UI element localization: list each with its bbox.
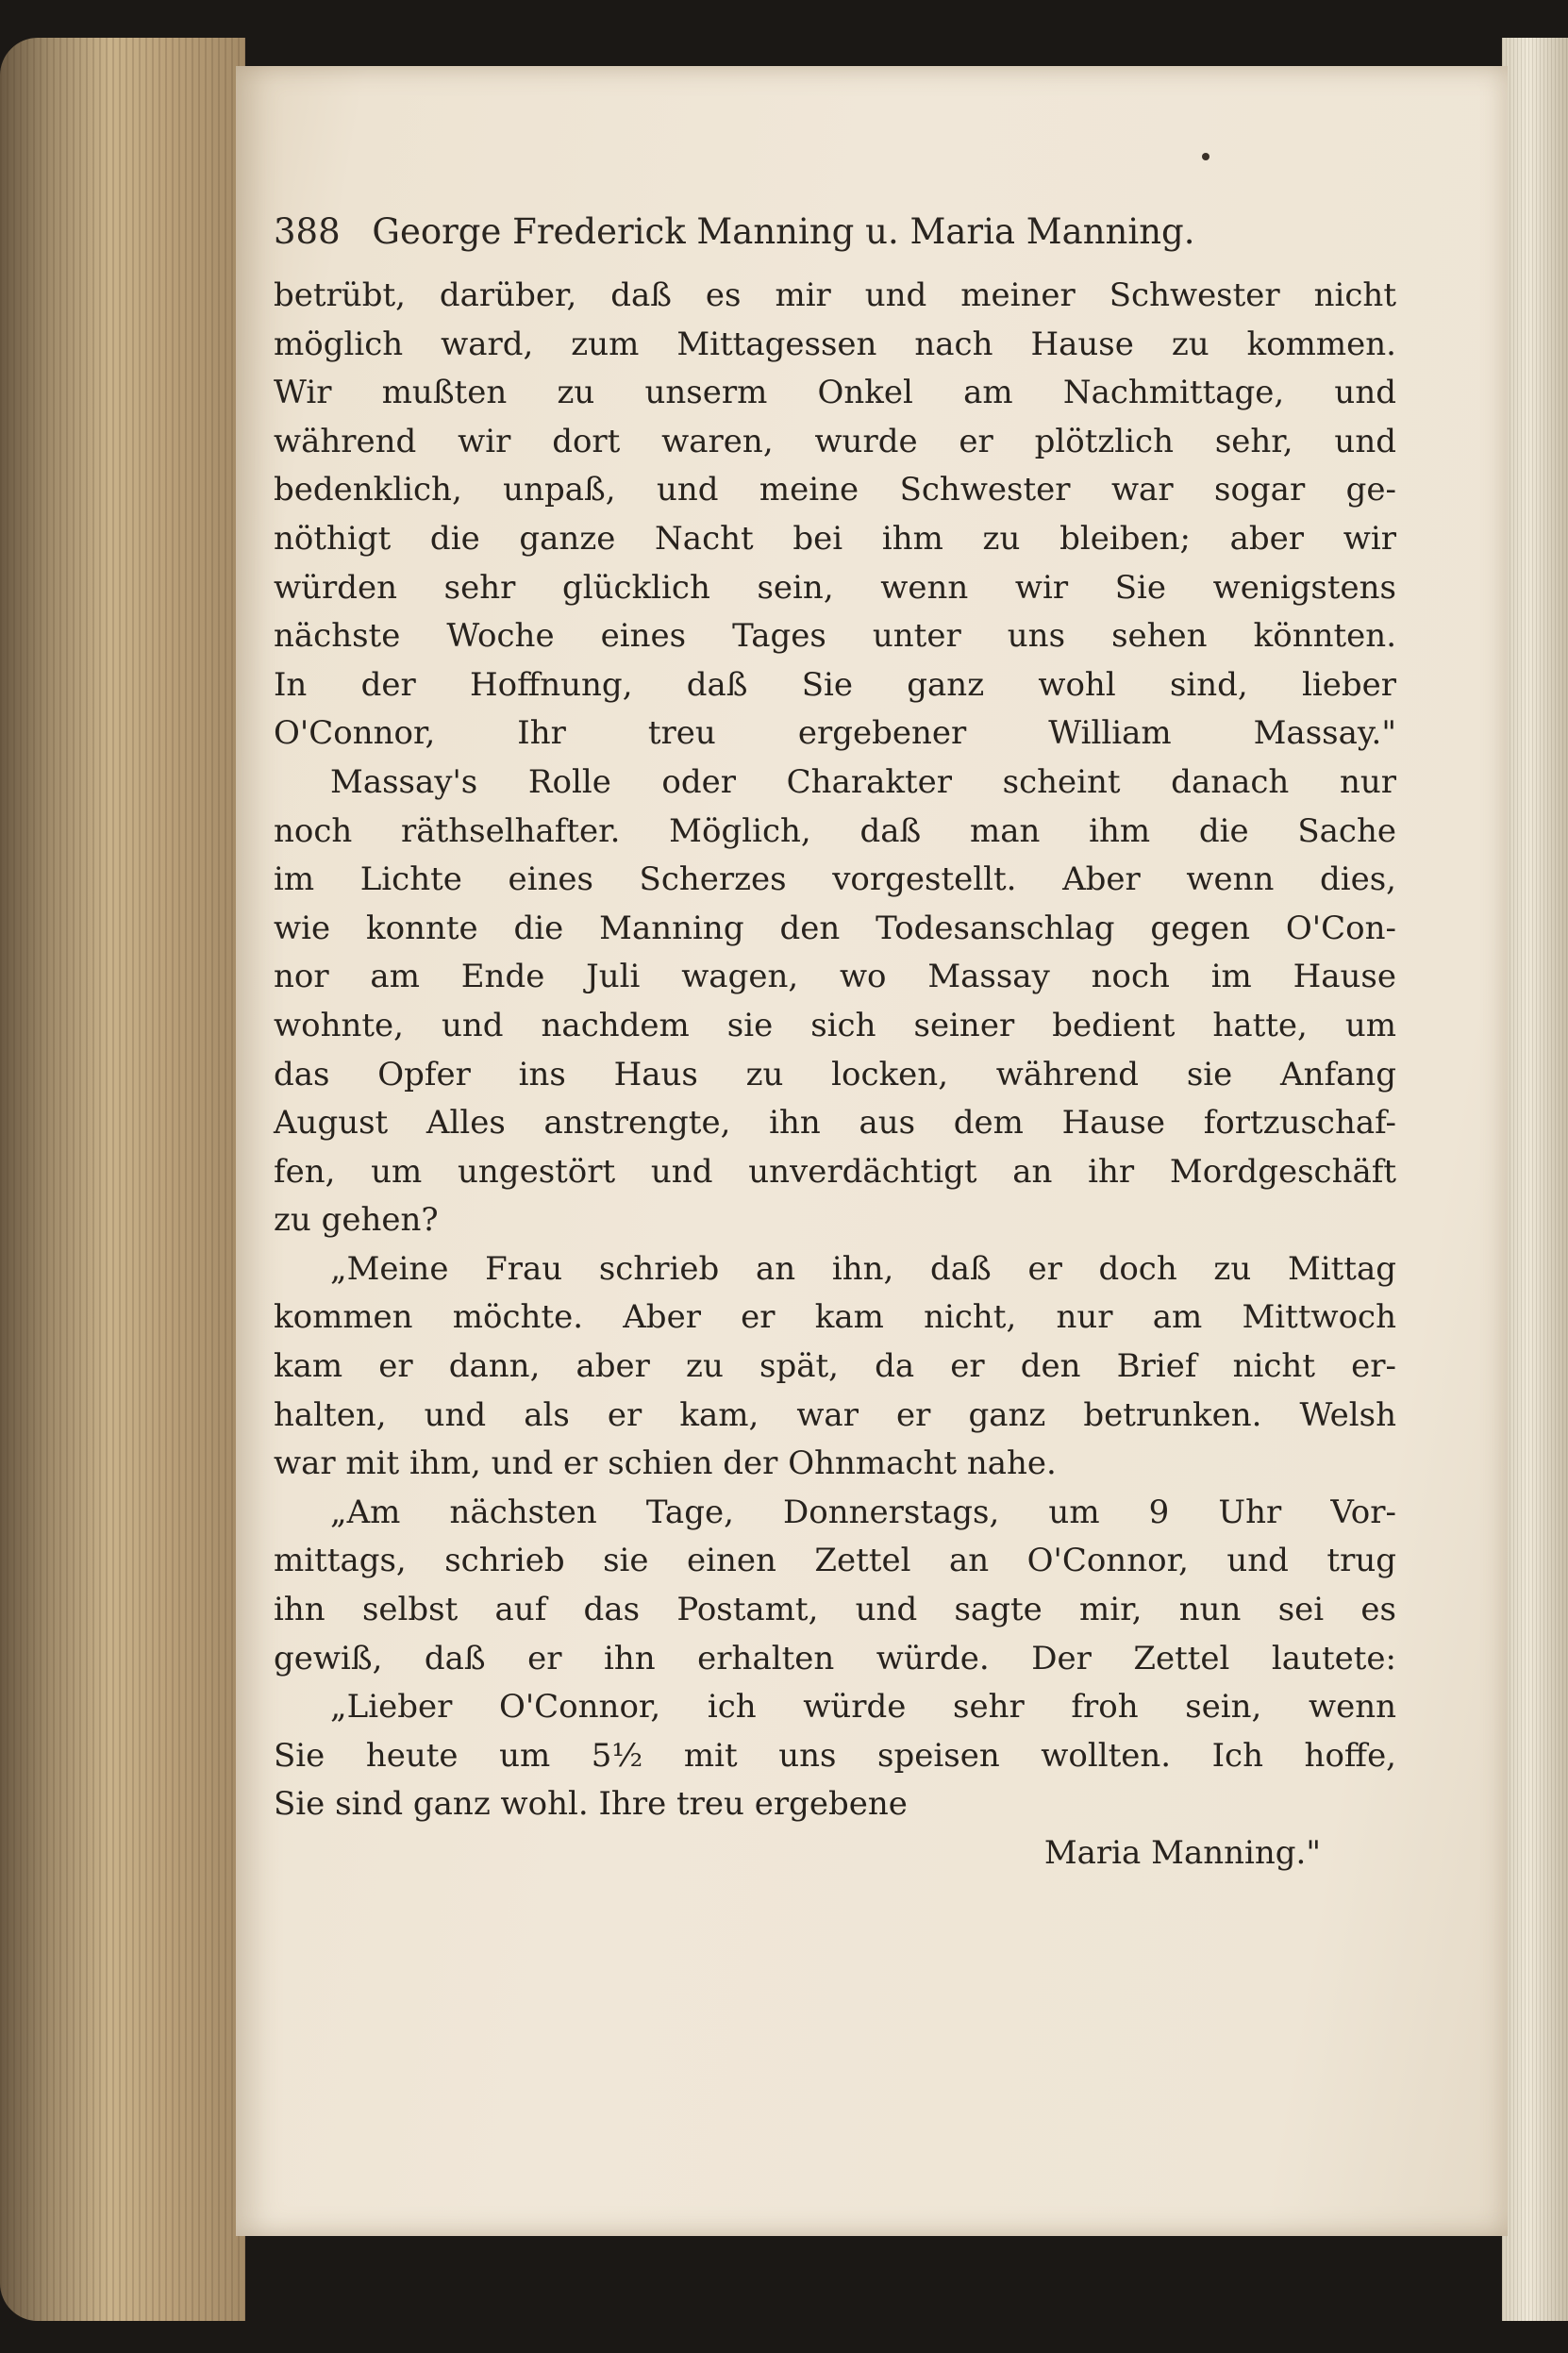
- page-block-right-edge: [1502, 38, 1568, 2321]
- text-line: August Alles anstrengte, ihn aus dem Hause fortzuschaf-: [274, 1104, 1396, 1143]
- body-text: [274, 272, 1396, 1878]
- running-title: George Frederick Manning u. Maria Manning.: [372, 211, 1195, 252]
- text-line: möglich ward, zum Mittagessen nach Hause zu kommen.: [274, 325, 1396, 363]
- page-number: 388: [274, 211, 341, 252]
- signature-line: Maria Manning.": [1043, 1834, 1321, 1872]
- text-line: Wir mußten zu unserm Onkel am Nachmittage, und: [274, 374, 1396, 412]
- text-line: Sie sind ganz wohl. Ihre treu ergebene: [274, 1785, 908, 1824]
- text-line: wie konnte die Manning den Todesanschlag gegen O'Con-: [274, 909, 1396, 947]
- text-line: wohnte, und nachdem sie sich seiner bedient hatte, um: [274, 1006, 1396, 1044]
- text-line: gewiß, daß er ihn erhalten würde. Der Zettel lautete:: [274, 1639, 1396, 1677]
- text-line: „Meine Frau schrieb an ihn, daß er doch zu Mittag: [330, 1249, 1396, 1288]
- text-line: halten, und als er kam, war er ganz betrunken. Welsh: [274, 1395, 1396, 1434]
- text-line: In der Hoffnung, daß Sie ganz wohl sind, lieber: [274, 665, 1396, 704]
- text-line: kommen möchte. Aber er kam nicht, nur am Mittwoch: [274, 1298, 1396, 1337]
- text-line: im Lichte eines Scherzes vorgestellt. Aber wenn dies,: [274, 860, 1396, 899]
- ink-spot: [1202, 153, 1209, 160]
- text-line: zu gehen?: [274, 1201, 439, 1240]
- text-line: Sie heute um 5½ mit uns speisen wollten. Ich hoffe,: [274, 1736, 1396, 1775]
- page-block-left-edge: [0, 38, 245, 2321]
- text-line: noch räthselhafter. Möglich, daß man ihm die Sache: [274, 811, 1396, 850]
- text-line: betrübt, darüber, daß es mir und meiner Schwester nicht: [274, 276, 1396, 314]
- text-line: O'Connor, Ihr treu ergebener William Massay.": [274, 714, 1396, 753]
- text-line: würden sehr glücklich sein, wenn wir Sie wenigstens: [274, 568, 1396, 607]
- text-line: „Lieber O'Connor, ich würde sehr froh sein, wenn: [330, 1688, 1396, 1727]
- text-line: bedenklich, unpaß, und meine Schwester war sogar ge-: [274, 471, 1396, 509]
- text-line: kam er dann, aber zu spät, da er den Brief nicht er-: [274, 1347, 1396, 1386]
- text-line: fen, um ungestört und unverdächtigt an ihr Mordgeschäft: [274, 1152, 1396, 1191]
- text-line: Massay's Rolle oder Charakter scheint danach nur: [330, 762, 1396, 801]
- text-line: nor am Ende Juli wagen, wo Massay noch im Hause: [274, 958, 1396, 996]
- text-line: das Opfer ins Haus zu locken, während sie Anfang: [274, 1055, 1396, 1093]
- text-line: während wir dort waren, wurde er plötzlich sehr, und: [274, 422, 1396, 460]
- text-line: nächste Woche eines Tages unter uns sehen könnten.: [274, 617, 1396, 656]
- text-line: war mit ihm, und er schien der Ohnmacht nahe.: [274, 1444, 1057, 1483]
- text-line: ihn selbst auf das Postamt, und sagte mir, nun sei es: [274, 1591, 1396, 1629]
- text-line: nöthigt die ganze Nacht bei ihm zu bleiben; aber wir: [274, 519, 1396, 558]
- text-line: mittags, schrieb sie einen Zettel an O'Connor, und trug: [274, 1542, 1396, 1580]
- text-line: „Am nächsten Tage, Donnerstags, um 9 Uhr Vor-: [330, 1493, 1396, 1531]
- running-head: [274, 211, 1387, 252]
